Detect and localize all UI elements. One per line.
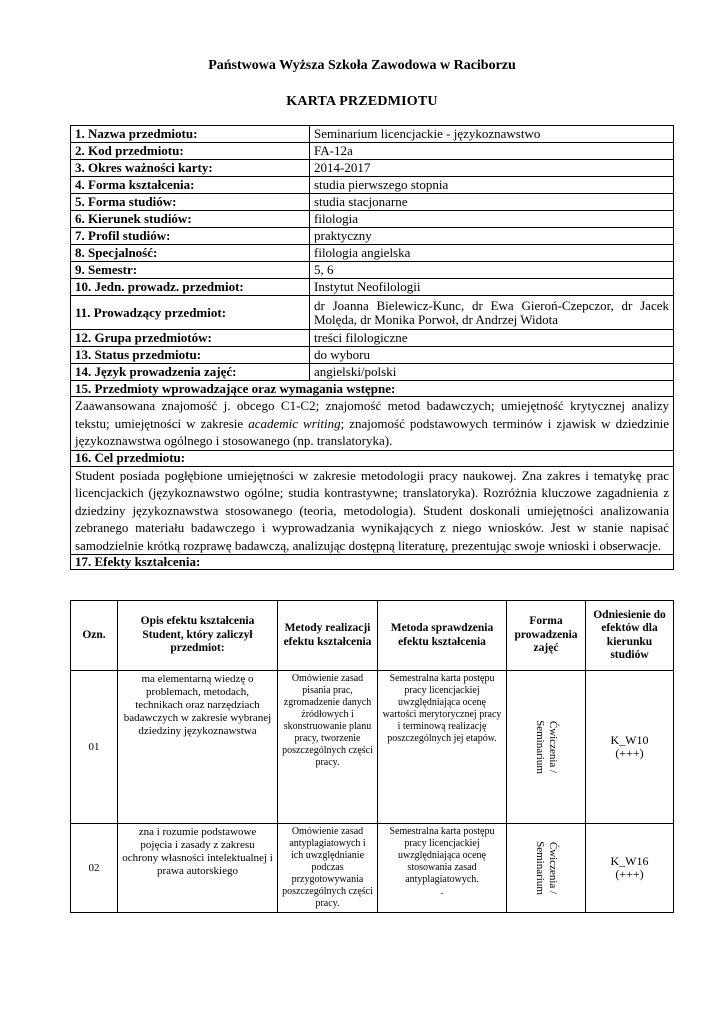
field-value: Instytut Neofilologii [310, 279, 674, 296]
field-row [71, 143, 674, 160]
field-label: 14. Język prowadzenia zajęć: [71, 364, 310, 381]
outcome-description: zna i rozumie podstawowe pojęcia i zasady z zakresu ochrony własności intelektualnej i prawa autorskiego [118, 824, 278, 913]
field-row [71, 194, 674, 211]
outcome-description: ma elementarną wiedzę o problemach, metodach, technikach oraz narzędziach badawczych w zakresie wybranej dziedziny językoznawstwa [118, 671, 278, 824]
field-value: FA-12a [310, 143, 674, 160]
section-15-body [71, 397, 674, 451]
outcome-methods: Omówienie zasad pisania prac, zgromadzenie danych źródłowych i skonstruowanie planu pracy, tworzenie poszczególnych części pracy. [278, 671, 378, 824]
section-16-header [71, 450, 674, 466]
field-row [71, 211, 674, 228]
field-row [71, 262, 674, 279]
outcome-verification: Semestralna karta postępu pracy licencjackiej uwzględniająca ocenę wartości merytorycznej pracy i terminową realizację poszczególnych jej etapów. [378, 671, 507, 824]
field-label: 5. Forma studiów: [71, 194, 310, 211]
outcome-row [71, 824, 674, 913]
field-value: praktyczny [310, 228, 674, 245]
field-label: 11. Prowadzący przedmiot: [71, 296, 310, 330]
course-info-table [70, 125, 674, 570]
col-metoda-spr-header: Metoda sprawdzenia efektu kształcenia [378, 601, 507, 671]
field-row [71, 228, 674, 245]
field-value: 5, 6 [310, 262, 674, 279]
field-label: 10. Jedn. prowadz. przedmiot: [71, 279, 310, 296]
field-label: 1. Nazwa przedmiotu: [71, 126, 310, 143]
field-row [71, 330, 674, 347]
outcome-form-text: Ćwiczenia / Seminarium [534, 841, 559, 895]
field-value: dr Joanna Bielewicz-Kunc, dr Ewa Gieroń-Czepczor, dr Jacek Molęda, dr Monika Porwoł, dr Andrzej Widota [310, 296, 674, 330]
field-value: 2014-2017 [310, 160, 674, 177]
section-15-title: 15. Przedmioty wprowadzające oraz wymagania wstępne: [71, 381, 674, 397]
field-row [71, 177, 674, 194]
field-label: 6. Kierunek studiów: [71, 211, 310, 228]
section-15-header [71, 381, 674, 397]
field-row [71, 296, 674, 330]
field-value: filologia [310, 211, 674, 228]
field-label: 2. Kod przedmiotu: [71, 143, 310, 160]
section-17-header [71, 555, 674, 570]
outcome-verification-text: Semestralna karta postępu pracy licencjackiej uwzględniająca ocenę stosowania zasad antyplagiatowych. [389, 826, 495, 885]
outcome-reference [586, 671, 674, 824]
institution-name: Państwowa Wyższa Szkoła Zawodowa w Raciborzu [208, 58, 516, 73]
section-16-body [71, 466, 674, 555]
field-value: angielski/polski [310, 364, 674, 381]
field-value: treści filologiczne [310, 330, 674, 347]
field-label: 3. Okres ważności karty: [71, 160, 310, 177]
field-value: do wyboru [310, 347, 674, 364]
section-16-title: 16. Cel przedmiotu: [71, 450, 674, 466]
field-value: filologia angielska [310, 245, 674, 262]
field-row [71, 279, 674, 296]
field-row [71, 245, 674, 262]
outcome-reference-code: K_W10 [610, 733, 649, 747]
col-forma-header: Forma prowadzenia zajęć [507, 601, 586, 671]
outcome-reference-degree: (+++) [615, 867, 644, 881]
prerequisites-text-part: ; znajomość podstawowych terminów i zjawisk w dziedzinie językoznawstwa ogólnego i stosowanego (np. translatoryka). [75, 415, 669, 448]
outcome-form [507, 671, 586, 824]
outcomes-header-row [71, 601, 674, 671]
field-row [71, 160, 674, 177]
col-odniesienie-header: Odniesienie do efektów dla kierunku studiów [586, 601, 674, 671]
document-title: KARTA PRZEDMIOTU [286, 94, 438, 109]
learning-outcomes-table [70, 600, 674, 913]
outcome-row [71, 671, 674, 824]
field-label: 13. Status przedmiotu: [71, 347, 310, 364]
prerequisites-text-part: Zaawansowana znajomość j. obcego C1-C2; znajomość metod badawczych; umiejętność krytycznej analizy tekstu; umiejętności w zakresie [75, 398, 669, 431]
section-17-title: 17. Efekty kształcenia: [71, 555, 674, 570]
col-opis-header: Opis efektu kształcenia Student, który zaliczył przedmiot: [118, 601, 278, 671]
outcome-id: 01 [71, 671, 118, 824]
prerequisites-text [71, 397, 674, 451]
col-ozn-header: Ozn. [71, 601, 118, 671]
field-label: 9. Semestr: [71, 262, 310, 279]
field-label: 8. Specjalność: [71, 245, 310, 262]
outcome-reference-code: K_W16 [610, 854, 649, 868]
outcome-reference-degree: (+++) [615, 746, 644, 760]
outcome-methods: Omówienie zasad antyplagiatowych i ich uwzględnianie podczas przygotowywania poszczególnych części pracy. [278, 824, 378, 913]
field-value: studia pierwszego stopnia [310, 177, 674, 194]
field-row [71, 347, 674, 364]
outcome-reference [586, 824, 674, 913]
col-metody-header: Metody realizacji efektu kształcenia [278, 601, 378, 671]
field-row [71, 126, 674, 143]
field-label: 12. Grupa przedmiotów: [71, 330, 310, 347]
outcome-verification [378, 824, 507, 913]
course-goal-text: Student posiada pogłębione umiejętności w zakresie metodologii pracy naukowej. Zna zakres i tematykę prac licencjackich (językoznawstwo ogólne; studia kontrastywne; translatoryka). Rozróżnia kluczowe zagadnienia z dziedziny językoznawstwa stosowanego (teoria, metodologia). Student doskonali umiejętności analizowania zebranego materiału badawczego i wyprowadzania wynikających z niego wniosków. Jest w stanie napisać samodzielnie krótką rozprawę badawczą, analizując dostępną literaturę, prezentując swoje wnioski i obserwacje. [71, 466, 674, 555]
prerequisites-italic: academic writing [248, 415, 341, 431]
outcome-verification-extra: . [440, 886, 444, 897]
outcome-form [507, 824, 586, 913]
field-label: 4. Forma kształcenia: [71, 177, 310, 194]
field-label: 7. Profil studiów: [71, 228, 310, 245]
outcome-id: 02 [71, 824, 118, 913]
field-value: Seminarium licencjackie - językoznawstwo [310, 126, 674, 143]
outcome-form-text: Ćwiczenia / Seminarium [534, 720, 559, 774]
field-value: studia stacjonarne [310, 194, 674, 211]
field-row [71, 364, 674, 381]
